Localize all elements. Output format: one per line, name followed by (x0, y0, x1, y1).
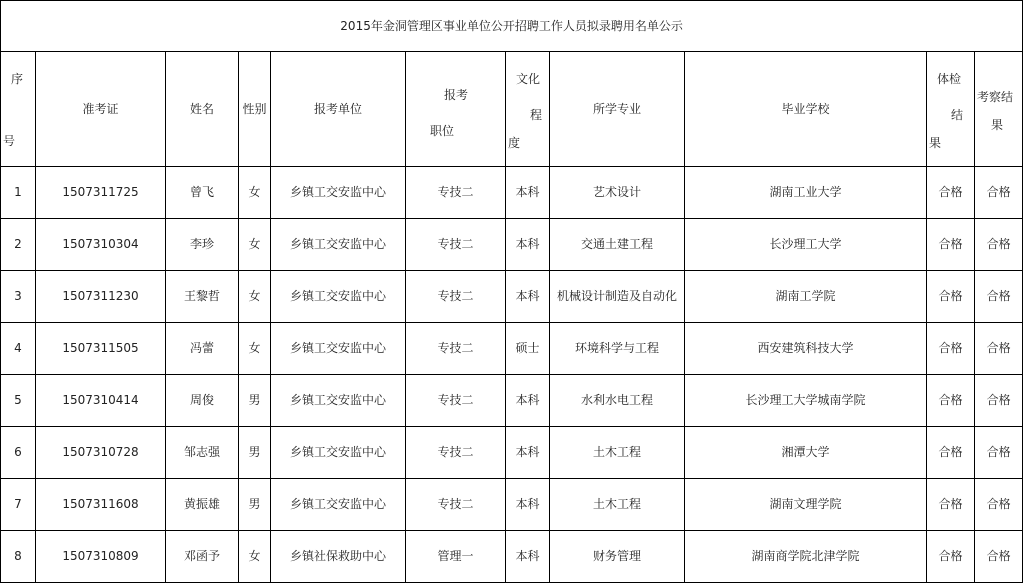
cell-unit: 乡镇工交安监中心 (271, 167, 406, 219)
cell-inspection: 合格 (975, 219, 1023, 271)
cell-inspection: 合格 (975, 531, 1023, 583)
cell-education: 本科 (506, 479, 550, 531)
cell-post: 专技二 (406, 375, 506, 427)
cell-name: 王黎哲 (166, 271, 239, 323)
cell-seq: 1 (1, 167, 36, 219)
cell-physical: 合格 (927, 323, 975, 375)
table-row (1, 219, 1023, 271)
cell-post: 管理一 (406, 531, 506, 583)
cell-school: 湘潭大学 (685, 427, 927, 479)
cell-education: 本科 (506, 219, 550, 271)
cell-education: 本科 (506, 531, 550, 583)
cell-major: 土木工程 (550, 479, 685, 531)
header-inspection (975, 52, 1023, 167)
header-gender: 性别 (239, 52, 271, 167)
cell-major: 艺术设计 (550, 167, 685, 219)
cell-seq: 2 (1, 219, 36, 271)
cell-major: 水利水电工程 (550, 375, 685, 427)
cell-post: 专技二 (406, 323, 506, 375)
cell-inspection: 合格 (975, 375, 1023, 427)
cell-major: 财务管理 (550, 531, 685, 583)
header-phys-line1: 体检 (937, 72, 962, 86)
cell-physical: 合格 (927, 271, 975, 323)
header-phys-line3: 果 (929, 136, 942, 150)
cell-exam-id: 1507310809 (36, 531, 166, 583)
cell-gender: 女 (239, 323, 271, 375)
cell-physical: 合格 (927, 479, 975, 531)
cell-major: 环境科学与工程 (550, 323, 685, 375)
cell-gender: 女 (239, 219, 271, 271)
cell-education: 本科 (506, 271, 550, 323)
table-row (1, 323, 1023, 375)
cell-seq: 4 (1, 323, 36, 375)
cell-major: 机械设计制造及自动化 (550, 271, 685, 323)
header-post (406, 52, 506, 167)
cell-unit: 乡镇工交安监中心 (271, 219, 406, 271)
cell-exam-id: 1507310728 (36, 427, 166, 479)
cell-name: 周俊 (166, 375, 239, 427)
cell-major: 土木工程 (550, 427, 685, 479)
header-insp-line1: 考察结 (977, 90, 1014, 104)
header-row (1, 52, 1023, 167)
cell-inspection: 合格 (975, 323, 1023, 375)
header-seq (1, 52, 36, 167)
cell-gender: 男 (239, 375, 271, 427)
cell-seq: 5 (1, 375, 36, 427)
cell-school: 湖南文理学院 (685, 479, 927, 531)
cell-post: 专技二 (406, 479, 506, 531)
header-edu-line3: 度 (508, 136, 521, 150)
cell-seq: 8 (1, 531, 36, 583)
cell-physical: 合格 (927, 531, 975, 583)
cell-gender: 女 (239, 271, 271, 323)
header-edu-line1: 文化 (516, 72, 541, 86)
table-row (1, 531, 1023, 583)
cell-name: 冯蕾 (166, 323, 239, 375)
cell-post: 专技二 (406, 271, 506, 323)
cell-unit: 乡镇工交安监中心 (271, 427, 406, 479)
cell-exam-id: 1507310414 (36, 375, 166, 427)
cell-name: 邹志强 (166, 427, 239, 479)
cell-education: 本科 (506, 427, 550, 479)
cell-post: 专技二 (406, 219, 506, 271)
cell-inspection: 合格 (975, 427, 1023, 479)
header-education (506, 52, 550, 167)
cell-gender: 男 (239, 479, 271, 531)
page-title: 2015年金洞管理区事业单位公开招聘工作人员拟录聘用名单公示 (1, 1, 1023, 52)
cell-physical: 合格 (927, 219, 975, 271)
table-row (1, 479, 1023, 531)
cell-name: 曾飞 (166, 167, 239, 219)
cell-school: 湖南工业大学 (685, 167, 927, 219)
cell-inspection: 合格 (975, 479, 1023, 531)
cell-name: 邓函予 (166, 531, 239, 583)
cell-inspection: 合格 (975, 271, 1023, 323)
cell-school: 西安建筑科技大学 (685, 323, 927, 375)
cell-school: 长沙理工大学 (685, 219, 927, 271)
header-post-line2: 职位 (430, 124, 455, 138)
cell-gender: 男 (239, 427, 271, 479)
cell-exam-id: 1507310304 (36, 219, 166, 271)
cell-education: 本科 (506, 375, 550, 427)
cell-post: 专技二 (406, 167, 506, 219)
cell-unit: 乡镇工交安监中心 (271, 271, 406, 323)
cell-school: 长沙理工大学城南学院 (685, 375, 927, 427)
cell-school: 湖南工学院 (685, 271, 927, 323)
cell-unit: 乡镇工交安监中心 (271, 479, 406, 531)
cell-unit: 乡镇工交安监中心 (271, 323, 406, 375)
cell-physical: 合格 (927, 375, 975, 427)
table-row (1, 167, 1023, 219)
cell-exam-id: 1507311608 (36, 479, 166, 531)
table-row (1, 375, 1023, 427)
cell-name: 李珍 (166, 219, 239, 271)
cell-school: 湖南商学院北津学院 (685, 531, 927, 583)
cell-education: 本科 (506, 167, 550, 219)
header-insp-line2: 果 (991, 118, 1004, 132)
cell-gender: 女 (239, 167, 271, 219)
cell-exam-id: 1507311725 (36, 167, 166, 219)
cell-post: 专技二 (406, 427, 506, 479)
cell-seq: 7 (1, 479, 36, 531)
cell-major: 交通土建工程 (550, 219, 685, 271)
header-major: 所学专业 (550, 52, 685, 167)
header-unit: 报考单位 (271, 52, 406, 167)
cell-inspection: 合格 (975, 167, 1023, 219)
cell-seq: 6 (1, 427, 36, 479)
table-row (1, 427, 1023, 479)
cell-education: 硕士 (506, 323, 550, 375)
cell-unit: 乡镇社保救助中心 (271, 531, 406, 583)
cell-name: 黄振雄 (166, 479, 239, 531)
table-row (1, 271, 1023, 323)
header-name: 姓名 (166, 52, 239, 167)
cell-physical: 合格 (927, 427, 975, 479)
header-school: 毕业学校 (685, 52, 927, 167)
header-edu-line2: 程 (530, 108, 543, 122)
header-seq-line2: 号 (3, 133, 16, 148)
cell-seq: 3 (1, 271, 36, 323)
cell-exam-id: 1507311230 (36, 271, 166, 323)
cell-unit: 乡镇工交安监中心 (271, 375, 406, 427)
cell-physical: 合格 (927, 167, 975, 219)
header-physical (927, 52, 975, 167)
header-post-line1: 报考 (444, 88, 469, 102)
header-phys-line2: 结 (951, 108, 964, 122)
header-seq-line1: 序 (11, 72, 24, 86)
cell-exam-id: 1507311505 (36, 323, 166, 375)
cell-gender: 女 (239, 531, 271, 583)
header-exam-id: 准考证 (36, 52, 166, 167)
